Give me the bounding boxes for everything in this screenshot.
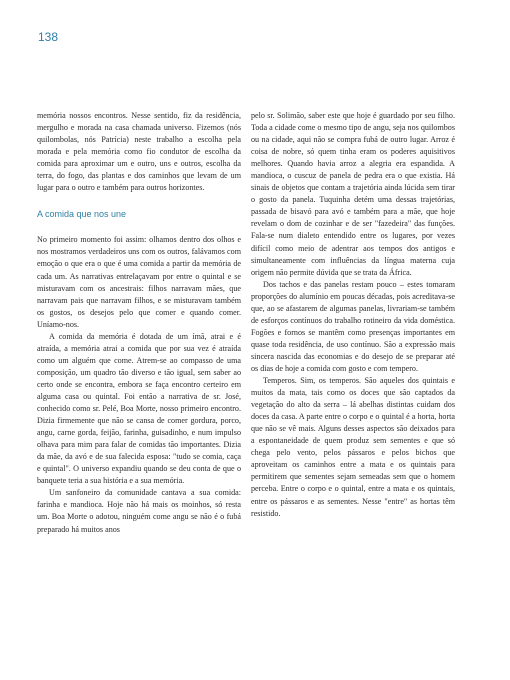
page-number: 138 <box>38 30 59 44</box>
body-paragraph: pelo sr. Solimão, saber este que hoje é guardado por seu filho. Toda a cidade come o mesmo tipo de angu, seja nos quilombos ou na cidade, aqui não se compra fubá de outro lugar. Arroz é coisa de nobre, só quem tinha eram os poderes aquisitivos melhores. Quando havia arroz a alegria era espandida. A mandioca, o cuscuz de panela de pedra era o que existia. Há sinais de objetos que contam a trajetória ainda lúcida sem tirar o gosto da panela. Tuquinha detém uma dessas trajetórias, passada de bisavó para avó e também para a mãe, que hoje revelam o dom de cozinhar e de ser "fazedeira" das funções. Fala-se num dialeto entendido entre os lugares, por vezes difícil como meio de adentrar aos tempos dos antigos e simultaneamente com influências da língua materna cuja origem não permite dúvida que se trata da África. <box>251 111 455 277</box>
left-column <box>37 110 241 536</box>
body-paragraph: A comida da memória é dotada de um ímã, atrai e é atraída, a memória atrai a comida que por sua vez é atraída como um alguém que come. Atrem-se ao compasso de uma composição, um quadro tão diverso e tão igual, sem saber ao certo onde se encontra, embora se faça encontro certeiro em alguma casa ou quintal. Foi então a narrativa de sr. José, conhecido como sr. Pelé, Boa Morte, nosso primeiro encontro. Dizia firmemente que não se cansa de comer gordura, porco, angu, carne gorda, feijão, farinha, guisadinho, e num impulso olhava para mim para falar de comidas tão importantes. Dizia da mãe, da avó e de sua falecida esposa: "tudo se comia, caça e quintal". O universo expandiu quando se deu conta de que o banquete teria a sua história e a sua memória. <box>37 331 241 486</box>
intro-paragraph: memória nossos encontros. Nesse sentido, fiz da residência, mergulho e morada na casa chamada universo. Fizemos (nós quilombolas, nós Patrícia) neste trabalho a escolha pela morada e pela memória como fio condutor de escolha da comida para aproximar um e outro, uns e outros, escolha da terra, do fogo, das plantas e dos caminhos que levam de um lugar para o outro e também para outros horizontes. <box>37 111 241 193</box>
body-paragraph: Um sanfoneiro da comunidade cantava a sua comida: farinha e mandioca. Hoje não há mais os moinhos, só resta um. Boa Morte o adotou, ninguém come angu se não é o fubá preparado há muitos anos <box>37 488 241 534</box>
body-paragraph: No primeiro momento foi assim: olhamos dentro dos olhos e nos mostramos verdadeiros uns com os outros, falávamos com emoção o que era o que é uma comida a partir da memória de cada um. As narrativas entrelaçavam por entre o quintal e se misturavam com os ancestrais: filhos narravam mães, que narravam pais que narravam filhos, e se misturavam também os gostos, os desejos pelo que comer e quando comer. Uníamo-nos. <box>37 235 241 329</box>
section-heading: A comida que nos une <box>37 209 127 220</box>
body-paragraph: Dos tachos e das panelas restam pouco – estes tomaram proporções do alumínio em poucas décadas, pois acreditava-se que, ao se afastarem de algumas panelas, livrariam-se também de esforços contínuos do trabalho rotineiro da vida doméstica. Fogões e fornos se mantêm como presenças importantes em quase toda residência, de uso contínuo. São a expressão mais sincera nascida das economias e do desejo de se preparar até os dias de hoje a comida com gosto e com tempero. <box>251 279 455 373</box>
right-column <box>251 110 455 520</box>
body-paragraph: Temperos. Sim, os temperos. São aqueles dos quintais e muitos da mata, tais como os doces que são captados da vegetação do alto da serra – lá abelhas distintas cuidam dos doces da casa. A parte entre o corpo e o quintal é a horta, horta que não se vê mais. Alguns desses aspectos são deixados para a espontaneidade de quem produz sem sementes e que só chega pelo vento, pelos pássaros e pelos bichos que aproveitam os caminhos entre a mata e os quintais para permitirem que sementes sejam semeadas sem que o homem perceba. Entre o corpo e o quintal, entre a mata e os quintais, entre os pássaros e as sementes. Nesse "entre" as hortas têm resistido. <box>251 376 455 518</box>
